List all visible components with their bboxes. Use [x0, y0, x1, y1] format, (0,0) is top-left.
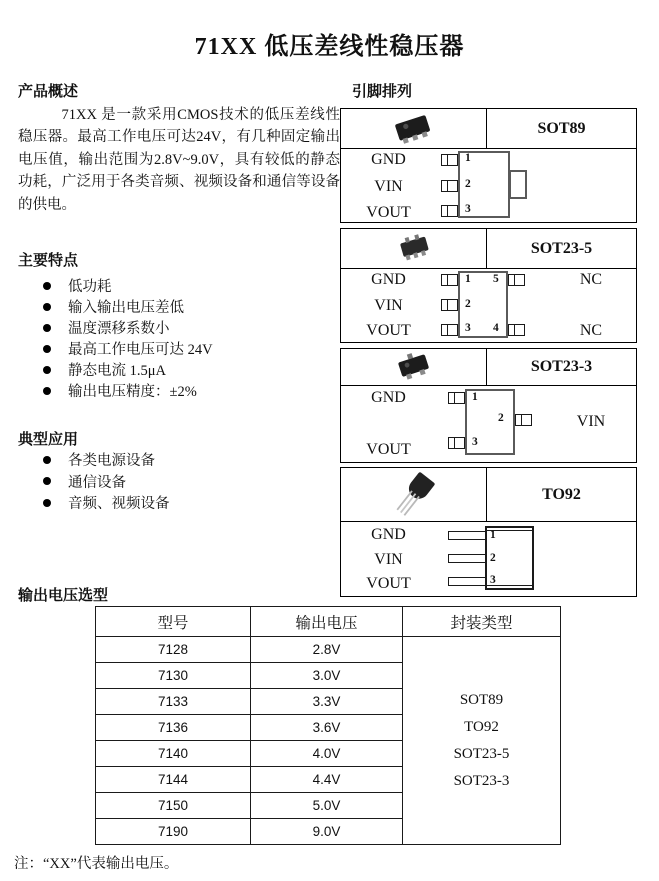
- pin-leg: [448, 437, 465, 449]
- pin-number: 2: [490, 552, 496, 564]
- to92-photo-graphic: [381, 471, 447, 519]
- feature-text: 最高工作电压可达 24V: [68, 342, 213, 358]
- package-type: TO92: [464, 718, 499, 735]
- sot89-photo-graphic: [383, 110, 445, 148]
- model-cell: 7140: [96, 741, 251, 767]
- panel-header: [341, 349, 636, 386]
- sot23-5-photo-graphic: [386, 231, 442, 267]
- model-cell: 7133: [96, 689, 251, 715]
- features-list: [43, 275, 213, 401]
- package-type: SOT23-5: [453, 745, 510, 762]
- pinout-panel-sot23-5: [340, 228, 637, 343]
- voltage-cell: 3.0V: [251, 663, 403, 689]
- pin-number: 2: [465, 178, 471, 190]
- model-cell: 7130: [96, 663, 251, 689]
- overview-heading: 产品概述: [18, 84, 79, 100]
- model-cell: 7190: [96, 819, 251, 845]
- to92-package-photo: [341, 468, 487, 521]
- model-cell: 7144: [96, 767, 251, 793]
- pin-number: 4: [493, 322, 499, 334]
- overview-paragraph: 71XX 是一款采用CMOS技术的低压差线性稳压器。最高工作电压可达24V，有几种固定输出电压值，输出范围为2.8V~9.0V，具有较低的静态功耗，广泛用于各类音频、视频设备和通信等设备的供电。: [18, 107, 340, 213]
- pin-label-gnd: GND: [371, 526, 406, 543]
- voltage-cell: 5.0V: [251, 793, 403, 819]
- application-text: 各类电源设备: [68, 453, 155, 470]
- feature-text: 静态电流 1.5μA: [68, 363, 166, 379]
- package-name: SOT23-5: [530, 239, 593, 257]
- pin-label-gnd: GND: [371, 151, 406, 168]
- model-cell: 7128: [96, 637, 251, 663]
- applications-list: [43, 449, 170, 514]
- footnote: 注：“XX”代表输出电压。: [14, 856, 179, 872]
- bullet-icon: [43, 324, 51, 332]
- pin-leg: [441, 324, 458, 336]
- voltage-cell: 9.0V: [251, 819, 403, 845]
- pin-number: 3: [465, 322, 471, 334]
- package-name: SOT89: [537, 119, 586, 137]
- panel-header: [341, 468, 636, 522]
- pinout-heading: 引脚排列: [352, 84, 413, 100]
- features-heading: 主要特点: [18, 253, 79, 269]
- pinout-panel-sot89: [340, 108, 637, 223]
- pin-number: 1: [490, 529, 496, 541]
- package-types-cell: [403, 637, 561, 845]
- pin-label-vin: VIN: [374, 178, 403, 195]
- voltage-cell: 3.3V: [251, 689, 403, 715]
- list-item: [43, 338, 213, 359]
- pin-leg: [448, 392, 465, 404]
- voltage-cell: 4.4V: [251, 767, 403, 793]
- bullet-icon: [43, 456, 51, 464]
- sot23-3-photo-graphic: [385, 349, 443, 385]
- pin-label-vout: VOUT: [366, 441, 411, 458]
- bullet-icon: [43, 345, 51, 353]
- pin-number: 1: [472, 391, 478, 403]
- pin-lead: [448, 554, 486, 563]
- pin-label-vout: VOUT: [366, 204, 411, 221]
- pin-number: 1: [465, 273, 471, 285]
- panel-header: [341, 229, 636, 269]
- pin-number: 2: [465, 298, 471, 310]
- package-tab-outline: [509, 170, 527, 199]
- application-text: 音频、视频设备: [68, 496, 170, 513]
- feature-text: 输入输出电压差低: [68, 300, 184, 316]
- pin-leg: [441, 205, 458, 217]
- sot23-5-package-photo: [341, 229, 487, 268]
- pin-leg: [441, 299, 458, 311]
- bullet-icon: [43, 477, 51, 485]
- pinout-panel-to92: [340, 467, 637, 597]
- column-header-model: 型号: [96, 607, 251, 637]
- voltage-cell: 2.8V: [251, 637, 403, 663]
- pin-number: 1: [465, 152, 471, 164]
- list-item: [43, 275, 213, 296]
- voltage-cell: 3.6V: [251, 715, 403, 741]
- bullet-icon: [43, 303, 51, 311]
- pin-label-vin: VIN: [374, 297, 403, 314]
- pin-label-gnd: GND: [371, 271, 406, 288]
- sot23-3-package-photo: [341, 349, 487, 385]
- pin-leg: [441, 274, 458, 286]
- column-header-package: 封装类型: [403, 607, 561, 637]
- applications-heading: 典型应用: [18, 432, 79, 448]
- to92-pin-diagram: [341, 522, 636, 595]
- pin-label-nc-top: NC: [579, 271, 603, 288]
- pin-leg: [508, 274, 525, 286]
- pin-number: 3: [472, 436, 478, 448]
- page-title: 71XX 低压差线性稳压器: [194, 34, 465, 60]
- package-name: SOT23-3: [530, 358, 593, 375]
- feature-text: 温度漂移系数小: [68, 321, 170, 337]
- list-item: [43, 449, 170, 471]
- column-header-voltage: 输出电压: [251, 607, 403, 637]
- application-text: 通信设备: [68, 474, 126, 491]
- pin-leg: [441, 154, 458, 166]
- model-cell: 7136: [96, 715, 251, 741]
- list-item: [43, 317, 213, 338]
- list-item: [43, 492, 170, 514]
- feature-text: 低功耗: [68, 279, 112, 295]
- bullet-icon: [43, 387, 51, 395]
- selection-heading: 输出电压选型: [18, 588, 109, 604]
- pin-number: 3: [490, 574, 496, 586]
- pin-leg: [515, 414, 532, 426]
- feature-text: 输出电压精度：±2%: [68, 384, 197, 400]
- panel-header: [341, 109, 636, 149]
- pinout-panel-sot23-3: [340, 348, 637, 463]
- pin-number: 2: [498, 412, 504, 424]
- pin-label-gnd: GND: [371, 389, 406, 406]
- model-cell: 7150: [96, 793, 251, 819]
- sot89-package-photo: [341, 109, 487, 148]
- pin-label-vin: VIN: [576, 413, 606, 430]
- pin-lead: [448, 531, 486, 540]
- voltage-cell: 4.0V: [251, 741, 403, 767]
- pin-label-vin: VIN: [374, 551, 403, 568]
- sot23-5-pin-diagram: [341, 269, 636, 340]
- bullet-icon: [43, 366, 51, 374]
- voltage-selection-table: [95, 606, 561, 845]
- pin-lead: [448, 577, 486, 586]
- list-item: [43, 359, 213, 380]
- pin-leg: [441, 180, 458, 192]
- pin-leg: [508, 324, 525, 336]
- list-item: [43, 296, 213, 317]
- package-type: SOT89: [459, 691, 504, 708]
- table-row: [96, 637, 561, 663]
- package-type: SOT23-3: [453, 772, 510, 789]
- pin-label-nc-bottom: NC: [579, 322, 603, 339]
- sot89-pin-diagram: [341, 149, 636, 220]
- list-item: [43, 380, 213, 401]
- table-header-row: [96, 607, 561, 637]
- pin-number: 3: [465, 203, 471, 215]
- package-name: TO92: [542, 485, 581, 503]
- pin-label-vout: VOUT: [366, 322, 411, 339]
- bullet-icon: [43, 499, 51, 507]
- list-item: [43, 471, 170, 493]
- bullet-icon: [43, 282, 51, 290]
- pin-number: 5: [493, 273, 499, 285]
- pin-label-vout: VOUT: [366, 575, 411, 592]
- sot23-3-pin-diagram: [341, 386, 636, 461]
